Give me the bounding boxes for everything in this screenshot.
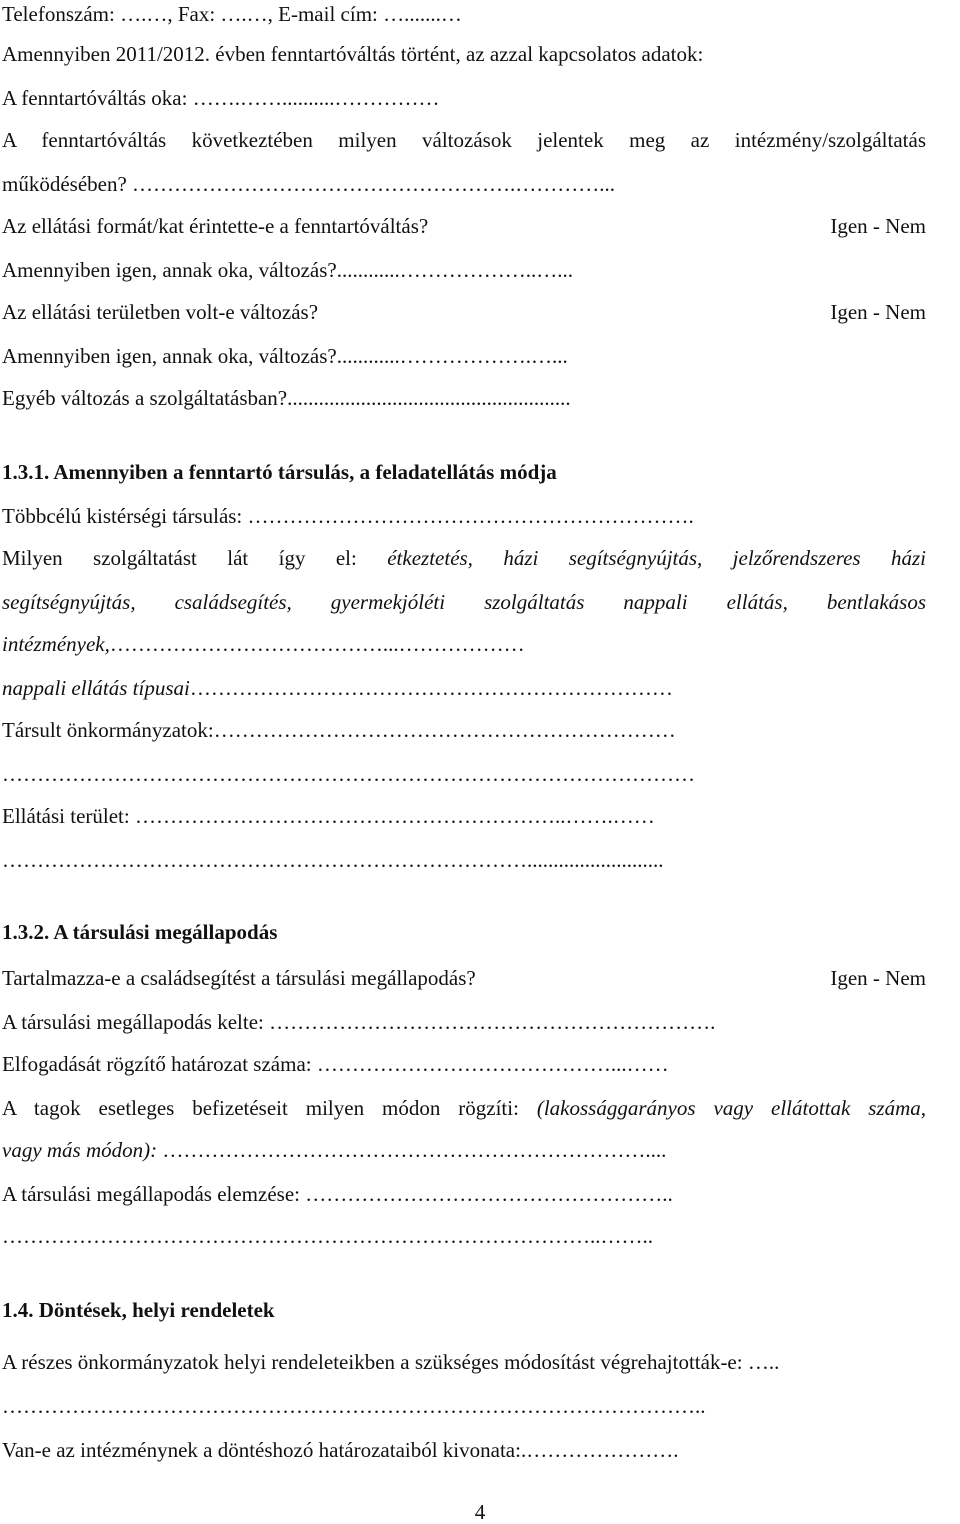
fees-options: (lakossággarányos vagy ellátottak száma, [536, 1096, 926, 1120]
page-number: 4 [474, 1500, 486, 1524]
fees-fill: …………………………………………………………….... [162, 1138, 667, 1162]
supply-area: Ellátási terület: ……………………………………………………..…….…… [2, 804, 655, 828]
change-reason: A fenntartóváltás oka: …….……..........…………… [2, 86, 440, 110]
agreement-date: A társulási megállapodás kelte: ………………………………………………………. [2, 1010, 716, 1034]
agreement-analysis-cont: …………………………………………………………………………..…….. [2, 1224, 653, 1248]
member-municipalities-cont: ……………………………………………………………………………………… [2, 762, 695, 786]
services-fill: …………………………………...……………… [109, 632, 525, 656]
change-effect-line-1: A fenntartóváltás következtében milyen változások jelentek meg az intézmény/szolgáltatás [2, 128, 926, 152]
agreement-question: Tartalmazza-e a családsegítést a társulási megállapodás? [2, 966, 476, 990]
form-question: Az ellátási formát/kat érintette-e a fenntartóváltás? [2, 214, 429, 238]
change-intro: Amennyiben 2011/2012. évben fenntartóváltás történt, az azzal kapcsolatos adatok: [2, 42, 704, 66]
form-detail: Amennyiben igen, annak oka, változás?............………………..…... [2, 258, 573, 282]
fees-line-1 [2, 1096, 926, 1120]
area-question: Az ellátási területben volt-e változás? [2, 300, 319, 324]
supply-area-cont: ………………………………………………………………….......................... [2, 848, 664, 872]
day-care-fill: …………………………………………………………… [189, 676, 673, 700]
services-line-3 [2, 632, 930, 656]
section-heading-1-4: 1.4. Döntések, helyi rendeletek [2, 1298, 275, 1322]
area-answer-options: Igen - Nem [830, 300, 926, 324]
day-care-label: nappali ellátás típusai [2, 676, 190, 700]
agreement-answer-options: Igen - Nem [830, 966, 926, 990]
services-list-part-1: étkeztetés, házi segítségnyújtás, jelzőrendszeres házi [387, 546, 926, 570]
fees-line-2 [2, 1138, 930, 1162]
section-heading-1-3-2: 1.3.2. A társulási megállapodás [2, 920, 278, 944]
fees-other-label: vagy más módon): [2, 1138, 158, 1162]
fees-label: A tagok esetleges befizetéseit milyen módon rögzíti: [2, 1096, 519, 1120]
section-heading-1-3-1: 1.3.1. Amennyiben a fenntartó társulás, a feladatellátás módja [2, 460, 557, 484]
member-municipalities: Társult önkormányzatok:………………………………………………………… [2, 718, 676, 742]
decision-extract: Van-e az intézménynek a döntéshozó határozataiból kivonata:.…………………. [2, 1438, 679, 1462]
services-list-part-2: segítségnyújtás, családsegítés, gyermekjóléti szolgáltatás nappali ellátás, bentlakásos [2, 590, 926, 614]
services-line-2 [2, 590, 926, 614]
day-care-types [2, 676, 930, 700]
contact-line: Telefonszám: ….…, Fax: ….…, E-mail cím: ….......… [2, 2, 462, 26]
form-answer-options: Igen - Nem [830, 214, 926, 238]
other-change: Egyéb változás a szolgáltatásban?...................................................... [2, 386, 571, 410]
agreement-analysis: A társulási megállapodás elemzése: …………………………………………….. [2, 1182, 673, 1206]
resolution-number: Elfogadását rögzítő határozat száma: ……………………………………...…… [2, 1052, 669, 1076]
multi-association: Többcélú kistérségi társulás: ………………………………………………………. [2, 504, 694, 528]
area-detail: Amennyiben igen, annak oka, változás?............……………….…... [2, 344, 568, 368]
services-label: Milyen szolgáltatást lát így el: [2, 546, 357, 570]
local-decrees-cont: ……………………………………………………………………………………….. [2, 1394, 706, 1418]
change-effect-line-2: működésében? ……………………………………………….…………... [2, 172, 616, 196]
services-line-1 [2, 546, 926, 570]
local-decrees: A részes önkormányzatok helyi rendeleteikben a szükséges módosítást végrehajtották-e: ….. [2, 1350, 780, 1374]
services-list-part-3: intézmények, [2, 632, 110, 656]
